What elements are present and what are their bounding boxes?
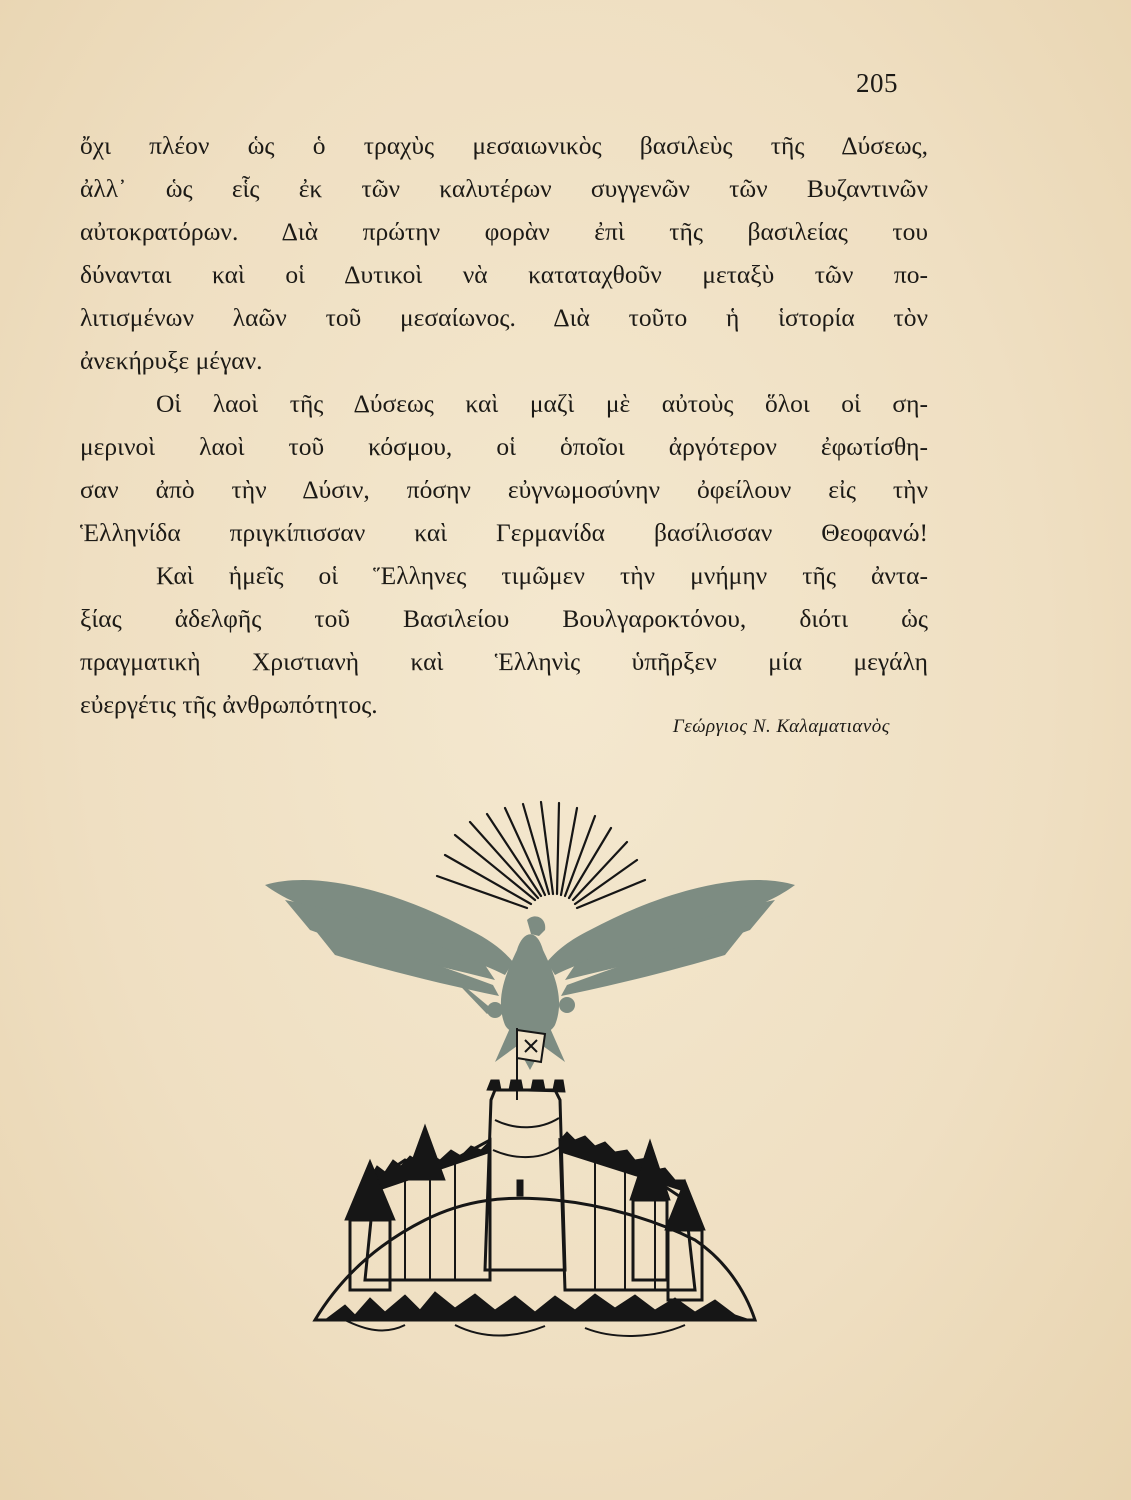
text-line: εὐεργέτις τῆς ἀνθρωπότητος. bbox=[80, 690, 378, 719]
text-line: αὐτοκρατόρων. Διὰ πρώτην φορὰν ἐπὶ τῆς βασιλείας του bbox=[80, 217, 928, 246]
text-line: Οἱ λαοὶ τῆς Δύσεως καὶ μαζὶ μὲ αὐτοὺς ὅλοι οἱ ση- bbox=[156, 389, 928, 418]
sun-rays-icon bbox=[437, 802, 645, 908]
body-text bbox=[80, 124, 928, 726]
castle-icon bbox=[315, 1080, 755, 1336]
text-line: λιτισμένων λαῶν τοῦ μεσαίωνος. Διὰ τοῦτο ἡ ἱστορία τὸν bbox=[80, 303, 928, 332]
text-line: πραγματικὴ Χριστιανὴ καὶ Ἑλληνὶς ὑπῆρξεν μία μεγάλη bbox=[80, 647, 928, 676]
author-signature: Γεώργιος Ν. Καλαματιανὸς bbox=[672, 716, 890, 737]
text-line: ξίας ἀδελφῆς τοῦ Βασιλείου Βουλγαροκτόνου, διότι ὡς bbox=[80, 604, 928, 633]
text-line: δύνανται καὶ οἱ Δυτικοὶ νὰ καταταχθοῦν μεταξὺ τῶν πο- bbox=[80, 260, 928, 289]
text-line: ὄχι πλέον ὡς ὁ τραχὺς μεσαιωνικὸς βασιλεὺς τῆς Δύσεως, bbox=[80, 131, 928, 160]
text-line: Καὶ ἡμεῖς οἱ Ἕλληνες τιμῶμεν τὴν μνήμην τῆς ἀντα- bbox=[156, 561, 928, 590]
text-line: ἀνεκήρυξε μέγαν. bbox=[80, 346, 263, 375]
eagle-over-castle-icon bbox=[255, 800, 815, 1360]
text-line: Ἑλληνίδα πριγκίπισσαν καὶ Γερμανίδα βασίλισσαν Θεοφανώ! bbox=[80, 518, 928, 547]
text-line: σαν ἀπὸ τὴν Δύσιν, πόσην εὐγνωμοσύνην ὀφείλουν εἰς τὴν bbox=[80, 475, 928, 504]
text-line: ἀλλ᾽ ὡς εἷς ἐκ τῶν καλυτέρων συγγενῶν τῶν Βυζαντινῶν bbox=[80, 174, 928, 203]
text-line: μερινοὶ λαοὶ τοῦ κόσμου, οἱ ὁποῖοι ἀργότερον ἐφωτίσθη- bbox=[80, 432, 928, 461]
page-number: 205 bbox=[856, 68, 898, 98]
